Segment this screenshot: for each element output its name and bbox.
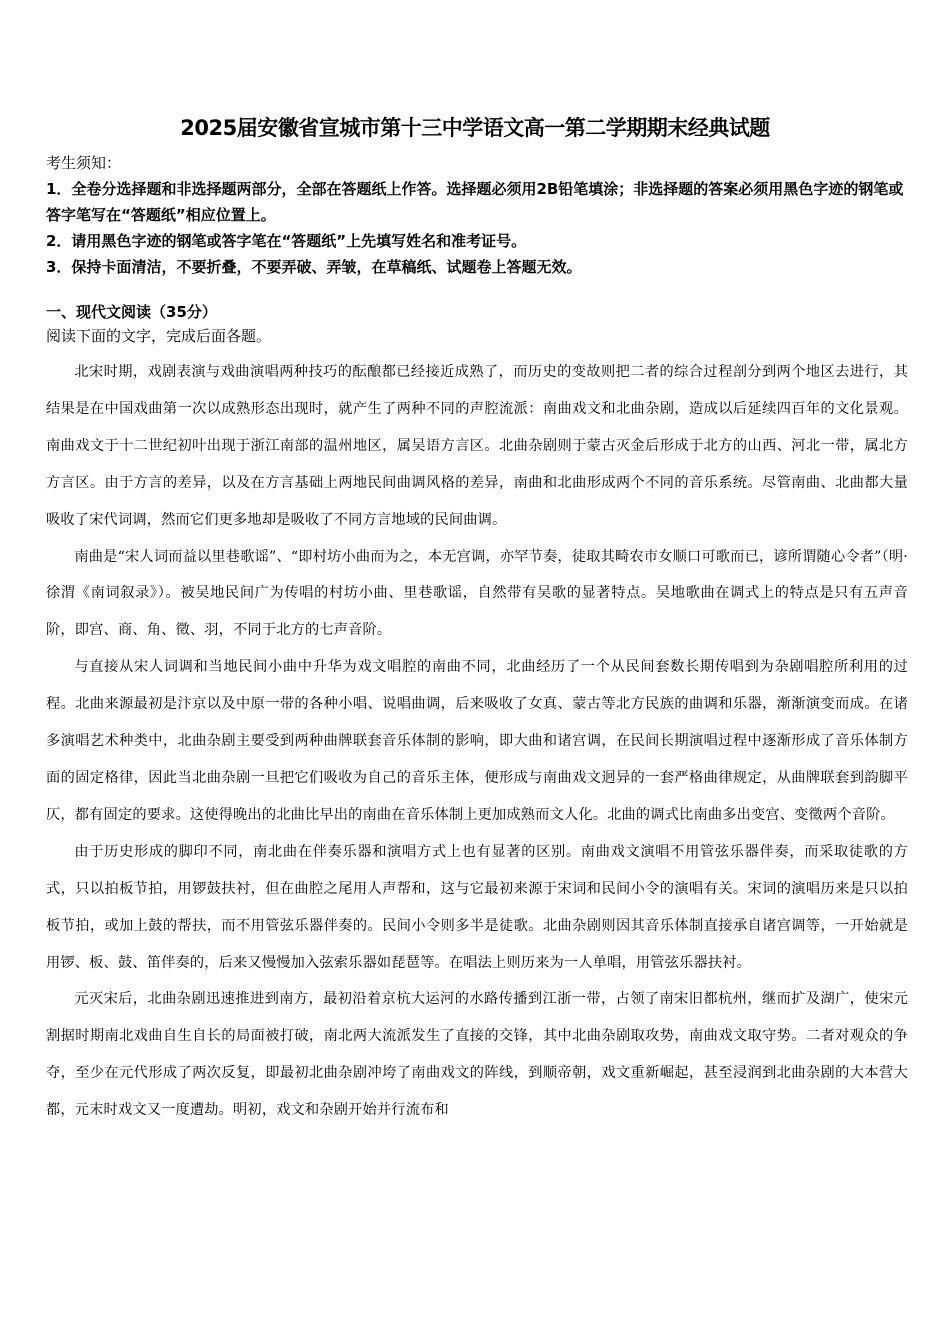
- section-title: 一、现代文阅读（35分）: [46, 303, 217, 321]
- reading-passage: [46, 354, 908, 1129]
- passage-paragraph: 与直接从宋人词调和当地民间小曲中升华为戏文唱腔的南曲不同，北曲经历了一个从民间套数长期传唱到为杂剧唱腔所利用的过程。北曲来源最初是汴京以及中原一带的各种小唱、说唱曲调，后来吸收了女真、蒙古等北方民族的曲调和乐器，渐渐演变而成。在诸多演唱艺术种类中，北曲杂剧主要受到两种曲牌联套音乐体制的影响，即大曲和诸宫调，在民间长期演唱过程中逐渐形成了音乐体制方面的固定格律，因此当北曲杂剧一旦把它们吸收为自己的音乐主体，便形成与南曲戏文迥异的一套严格曲律规定，从曲牌联套到韵脚平仄，都有固定的要求。这使得晚出的北曲比早出的南曲在音乐体制上更加成熟而文人化。北曲的调式比南曲多出变宫、变徵两个音阶。: [46, 659, 908, 823]
- exam-title: 2025届安徽省宣城市第十三中学语文高一第二学期期末经典试题: [180, 116, 770, 140]
- passage-paragraph: 南曲是“宋人词而益以里巷歌谣”、“即村坊小曲而为之，本无宫调，亦罕节奏，徒取其畸农市女顺口可歌而已，谚所谓随心令者”（明·徐渭《南词叙录》）。被吴地民间广为传唱的村坊小曲、里巷歌谣，自然带有吴歌的显著特点。吴地歌曲在调式上的特点是只有五声音阶，即宫、商、角、徵、羽，不同于北方的七声音阶。: [46, 548, 908, 639]
- notice-heading: 考生须知：: [46, 154, 122, 172]
- notice-item: 2．请用黑色字迹的钢笔或答字笔在“答题纸”上先填写姓名和准考证号。: [46, 232, 527, 250]
- passage-paragraph: 元灭宋后，北曲杂剧迅速推进到南方，最初沿着京杭大运河的水路传播到江浙一带，占领了南宋旧都杭州，继而扩及湖广，使宋元割据时期南北戏曲自生自长的局面被打破，南北两大流派发生了直接的交锋，其中北曲杂剧取攻势，南曲戏文取守势。二者对观众的争夺，至少在元代形成了两次反复，即最初北曲杂剧冲垮了南曲戏文的阵线，到顺帝朝，戏文重新崛起，甚至浸润到北曲杂剧的大本营大都，元末时戏文又一度遭劫。明初，戏文和杂剧开始并行流布和: [46, 991, 908, 1119]
- passage-paragraph: 由于历史形成的脚印不同，南北曲在伴奏乐器和演唱方式上也有显著的区别。南曲戏文演唱不用管弦乐器伴奏，而采取徒歌的方式，只以拍板节拍，用锣鼓扶衬，但在曲腔之尾用人声帮和，这与它最初来源于宋词和民间小令的演唱有关。宋词的演唱历来是只以拍板节拍，或加上鼓的帮扶，而不用管弦乐器伴奏的。民间小令则多半是徒歌。北曲杂剧则因其音乐体制直接承自诸宫调等，一开始就是用锣、板、鼓、笛伴奏的，后来又慢慢加入弦索乐器如琵琶等。在唱法上则历来为一人单唱，用管弦乐器扶衬。: [46, 843, 908, 971]
- section-modern-reading: [46, 300, 916, 356]
- section-instruction: 阅读下面的文字，完成后面各题。: [46, 327, 272, 345]
- passage-paragraph: 北宋时期，戏剧表演与戏曲演唱两种技巧的酝酿都已经接近成熟了，而历史的变故则把二者的综合过程剖分到两个地区去进行，其结果是在中国戏曲第一次以成熟形态出现时，就产生了两种不同的声腔流派：南曲戏文和北曲杂剧，造成以后延续四百年的文化景观。南曲戏文于十二世纪初叶出现于浙江南部的温州地区，属吴语方言区。北曲杂剧则于蒙古灭金后形成于北方的山西、河北一带，属北方方言区。由于方言的差异，以及在方言基础上两地民间曲调风格的差异，南曲和北曲形成两个不同的音乐系统。尽管南曲、北曲都大量吸收了宋代词调，然而它们更多地却是吸收了不同方言地域的民间曲调。: [46, 364, 908, 528]
- notice-item: 1．全卷分选择题和非选择题两部分，全部在答题纸上作答。选择题必须用2B铅笔填涂；非选择题的答案必须用黑色字迹的钢笔或答字笔写在“答题纸”相应位置上。: [46, 180, 904, 224]
- candidate-notice: [46, 150, 916, 280]
- notice-item: 3．保持卡面清洁，不要折叠，不要弄破、弄皱，在草稿纸、试题卷上答题无效。: [46, 258, 582, 276]
